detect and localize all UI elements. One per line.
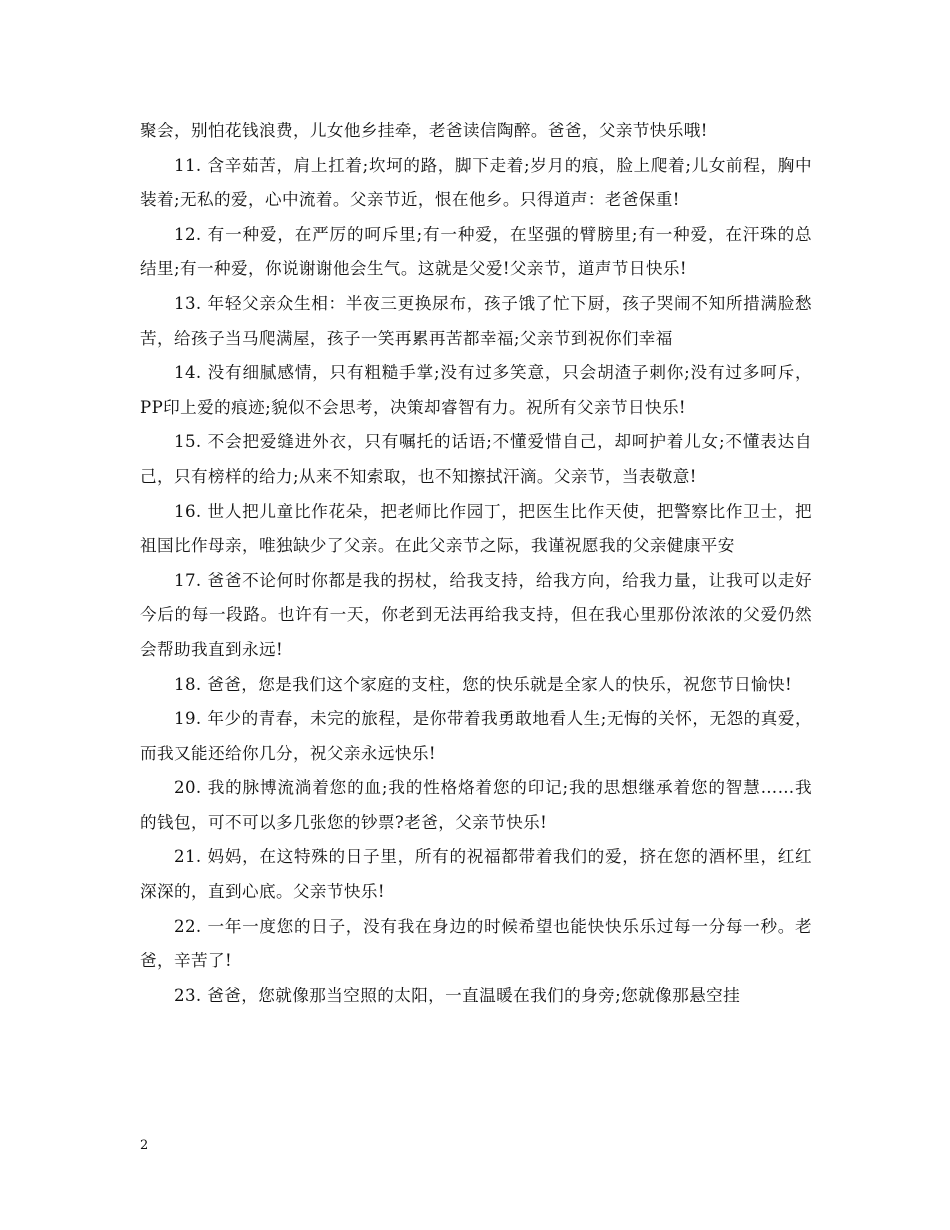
paragraph-continuation: 聚会，别怕花钱浪费，儿女他乡挂牵，老爸读信陶醉。爸爸，父亲节快乐哦! [140,121,708,140]
page-number: 2 [140,1138,149,1153]
paragraph-item-20: 20. 我的脉博流淌着您的血;我的性格烙着您的印记;我的思想继承着您的智慧……我的钱包，可不可以多几张您的钞票?老爸，父亲节快乐! [140,778,812,832]
body-text [140,114,812,1013]
paragraph-item-13: 13. 年轻父亲众生相：半夜三更换尿布，孩子饿了忙下厨，孩子哭闹不知所措满脸愁苦，给孩子当马爬满屋，孩子一笑再累再苦都幸福;父亲节到祝你们幸福 [140,293,812,348]
paragraph-item-15: 15. 不会把爱缝进外衣，只有嘱托的话语;不懂爱惜自己，却呵护着儿女;不懂表达自己，只有榜样的给力;从来不知索取，也不知擦拭汗滴。父亲节，当表敬意! [140,432,812,486]
paragraph-item-18: 18. 爸爸，您是我们这个家庭的支柱，您的快乐就是全家人的快乐，祝您节日愉快! [174,674,793,694]
paragraph-item-22: 22. 一年一度您的日子，没有我在身边的时候希望也能快快乐乐过每一分每一秒。老爸，辛苦了! [140,916,812,971]
paragraph-item-14: 14. 没有细腻感情，只有粗糙手掌;没有过多笑意，只会胡渣子刺你;没有过多呵斥，PP印上爱的痕迹;貌似不会思考，决策却睿智有力。祝所有父亲节日快乐! [140,363,812,417]
paragraph-item-12: 12. 有一种爱，在严厉的呵斥里;有一种爱，在坚强的臂膀里;有一种爱，在汗珠的总结里;有一种爱，你说谢谢他会生气。这就是父爱!父亲节，道声节日快乐! [140,224,812,279]
paragraph-item-23: 23. 爸爸，您就像那当空照的太阳，一直温暖在我们的身旁;您就像那悬空挂 [174,985,741,1005]
paragraph-item-16: 16. 世人把儿童比作花朵，把老师比作园丁，把医生比作天使，把警察比作卫士，把祖国比作母亲，唯独缺少了父亲。在此父亲节之际，我谨祝愿我的父亲健康平安 [140,501,812,556]
paragraph-item-19: 19. 年少的青春，未完的旅程，是你带着我勇敢地看人生;无悔的关怀，无怨的真爱，而我又能还给你几分，祝父亲永远快乐! [140,709,812,763]
paragraph-item-21: 21. 妈妈，在这特殊的日子里，所有的祝福都带着我们的爱，挤在您的酒杯里，红红深深的，直到心底。父亲节快乐! [140,847,812,902]
paragraph-item-17: 17. 爸爸不论何时你都是我的拐杖，给我支持，给我方向，给我力量，让我可以走好今后的每一段路。也许有一天，你老到无法再给我支持，但在我心里那份浓浓的父爱仍然会帮助我直到永远! [140,570,812,659]
paragraph-item-11: 11. 含辛茹苦，肩上扛着;坎坷的路，脚下走着;岁月的痕，脸上爬着;儿女前程，胸中装着;无私的爱，心中流着。父亲节近，恨在他乡。只得道声：老爸保重! [140,155,812,210]
